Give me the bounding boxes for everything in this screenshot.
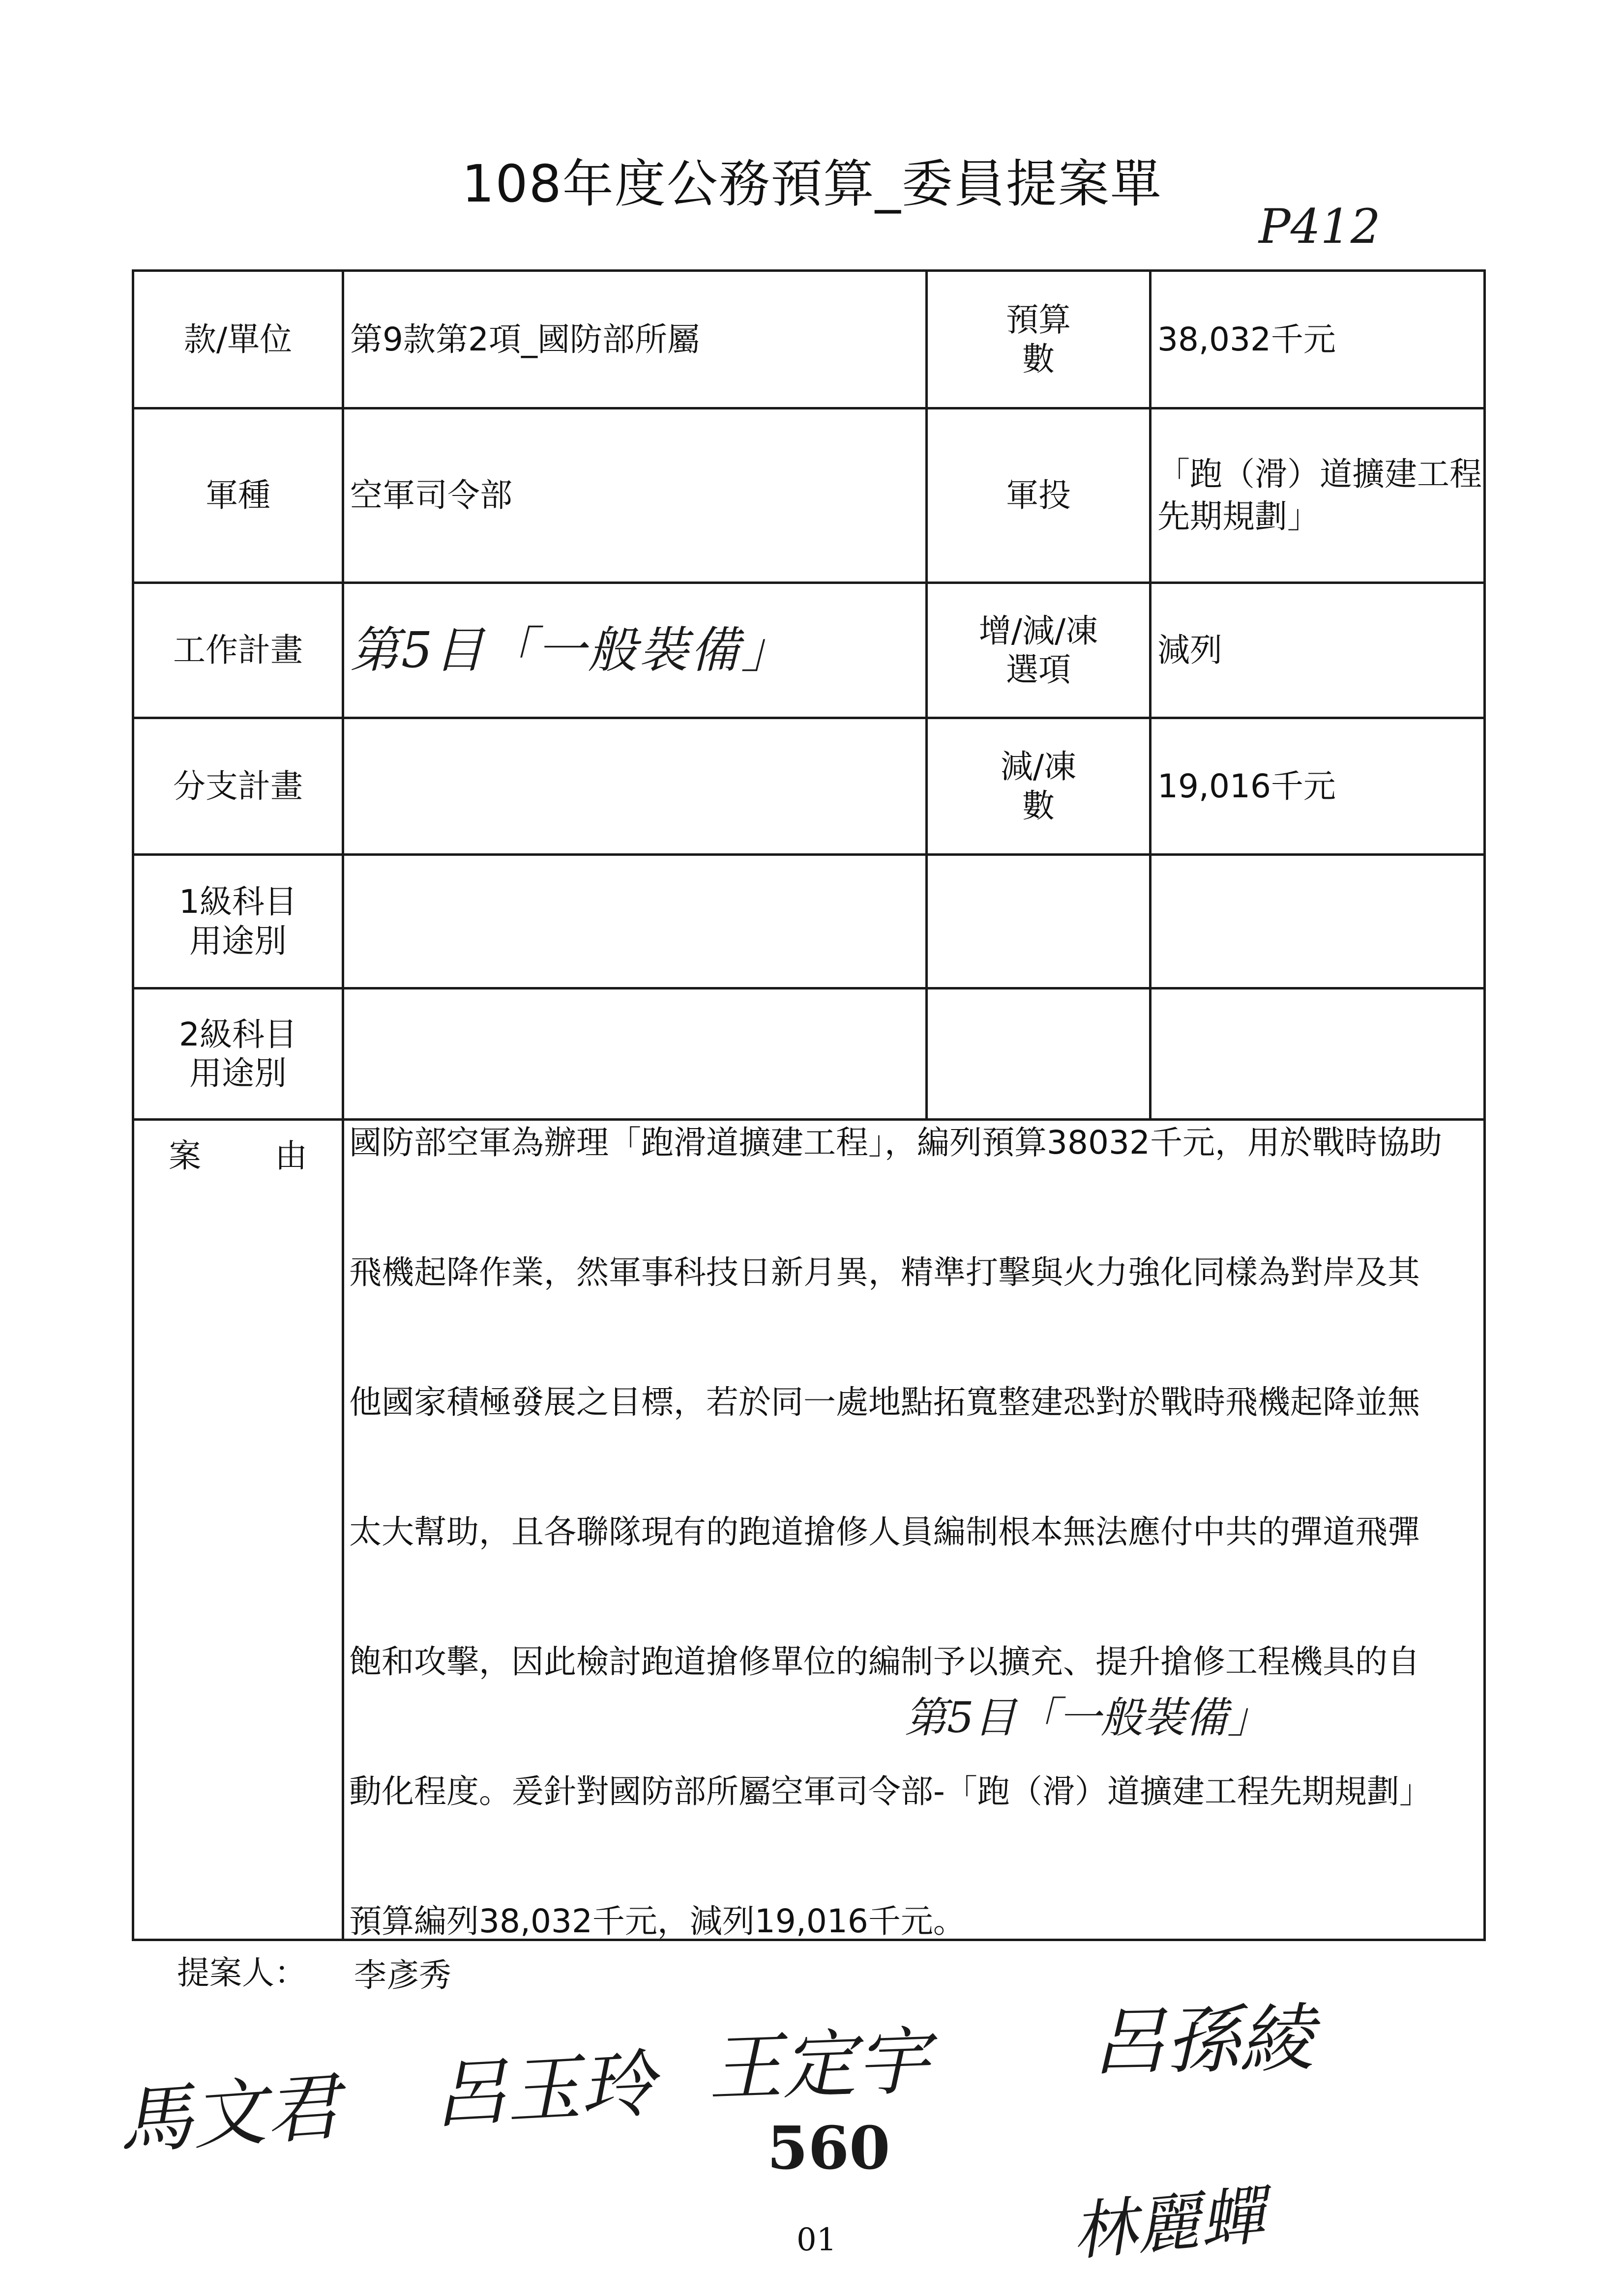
level2-extra-2: [1151, 988, 1485, 1120]
reason-line: 太大幫助，且各聯隊現有的跑道搶修人員編制根本無法應付中共的彈道飛彈: [349, 1513, 1420, 1551]
level1-extra-1: [927, 855, 1151, 988]
form-row-service: [133, 408, 1485, 583]
proposer-name: 李彥秀: [354, 1956, 451, 1994]
level1-subject-value: [343, 855, 927, 988]
reason-line: 飛機起降作業，然軍事科技日新月異，精準打擊與火力強化同樣為對岸及其: [349, 1253, 1420, 1291]
form-row-unit: [133, 271, 1485, 408]
form-row-level2: [133, 988, 1485, 1120]
reason-text: [343, 1120, 1485, 1940]
reason-line: 飽和攻擊，因此檢討跑道搶修單位的編制予以擴充、提升搶修工程機具的自: [349, 1643, 1420, 1681]
level2-subject-value: [343, 988, 927, 1120]
reason-line: 國防部空軍為辦理「跑滑道擴建工程」，編列預算38032千元，用於戰時協助: [349, 1124, 1442, 1162]
reason-label: 案 由: [133, 1120, 343, 1940]
level2-extra-1: [927, 988, 1151, 1120]
level2-subject-label: 2級科目 用途別: [133, 988, 343, 1120]
work-plan-handwritten: 第5目「一般裝備」: [350, 621, 793, 679]
page-reference-handwritten: P412: [1259, 199, 1381, 254]
military-investment-value: [1151, 408, 1485, 583]
reason-line: 動化程度。爰針對國防部所屬空軍司令部-「跑（滑）道擴建工程先期規劃」: [349, 1773, 1432, 1810]
signature: 呂玉玲: [431, 2041, 656, 2139]
service-branch-value: 空軍司令部: [343, 408, 927, 583]
signature: 王定宇: [707, 2019, 931, 2112]
signature: 馬文君: [116, 2064, 343, 2165]
signature: 呂孫綾: [1091, 1996, 1314, 2086]
service-branch-label: 軍種: [133, 408, 343, 583]
page-title: 108年度公務預算_委員提案單: [462, 154, 1162, 214]
proposal-form-table: [132, 269, 1486, 1941]
work-plan-label: 工作計畫: [133, 583, 343, 718]
form-row-level1: [133, 855, 1485, 988]
sub-plan-label: 分支計畫: [133, 718, 343, 855]
level1-extra-2: [1151, 855, 1485, 988]
budget-amount-label: 預算數: [927, 271, 1151, 408]
page-number: 01: [797, 2222, 837, 2258]
reduction-amount-value: 19,016千元: [1151, 718, 1485, 855]
unit-label: 款/單位: [133, 271, 343, 408]
proposer-label: 提案人：: [177, 1954, 307, 1992]
reason-line: 預算編列38,032千元，減列19,016千元。: [349, 1902, 966, 1940]
work-plan-value: [343, 583, 927, 718]
form-row-reason: [133, 1120, 1485, 1940]
reduction-amount-label: 減/凍 數: [927, 718, 1151, 855]
stamp-number: 560: [767, 2114, 890, 2183]
budget-amount-value: 38,032千元: [1151, 271, 1485, 408]
reason-handwritten-annotation: 第5目「一般裝備」: [905, 1693, 1270, 1743]
military-investment-label: 軍投: [927, 408, 1151, 583]
unit-value: 第9款第2項_國防部所屬: [343, 271, 927, 408]
military-investment-line-1: 「跑（滑）道擴建工程: [1157, 455, 1482, 494]
form-row-work-plan: [133, 583, 1485, 718]
sub-plan-value: [343, 718, 927, 855]
form-row-sub-plan: [133, 718, 1485, 855]
military-investment-line-2: 先期規劃」: [1157, 497, 1320, 535]
action-option-label: 增/減/凍 選項: [927, 583, 1151, 718]
level1-subject-label: 1級科目 用途別: [133, 855, 343, 988]
reason-line: 他國家積極發展之目標，若於同一處地點拓寬整建恐對於戰時飛機起降並無: [349, 1383, 1420, 1421]
signature: 林麗蟬: [1069, 2178, 1267, 2269]
action-option-value: 減列: [1151, 583, 1485, 718]
